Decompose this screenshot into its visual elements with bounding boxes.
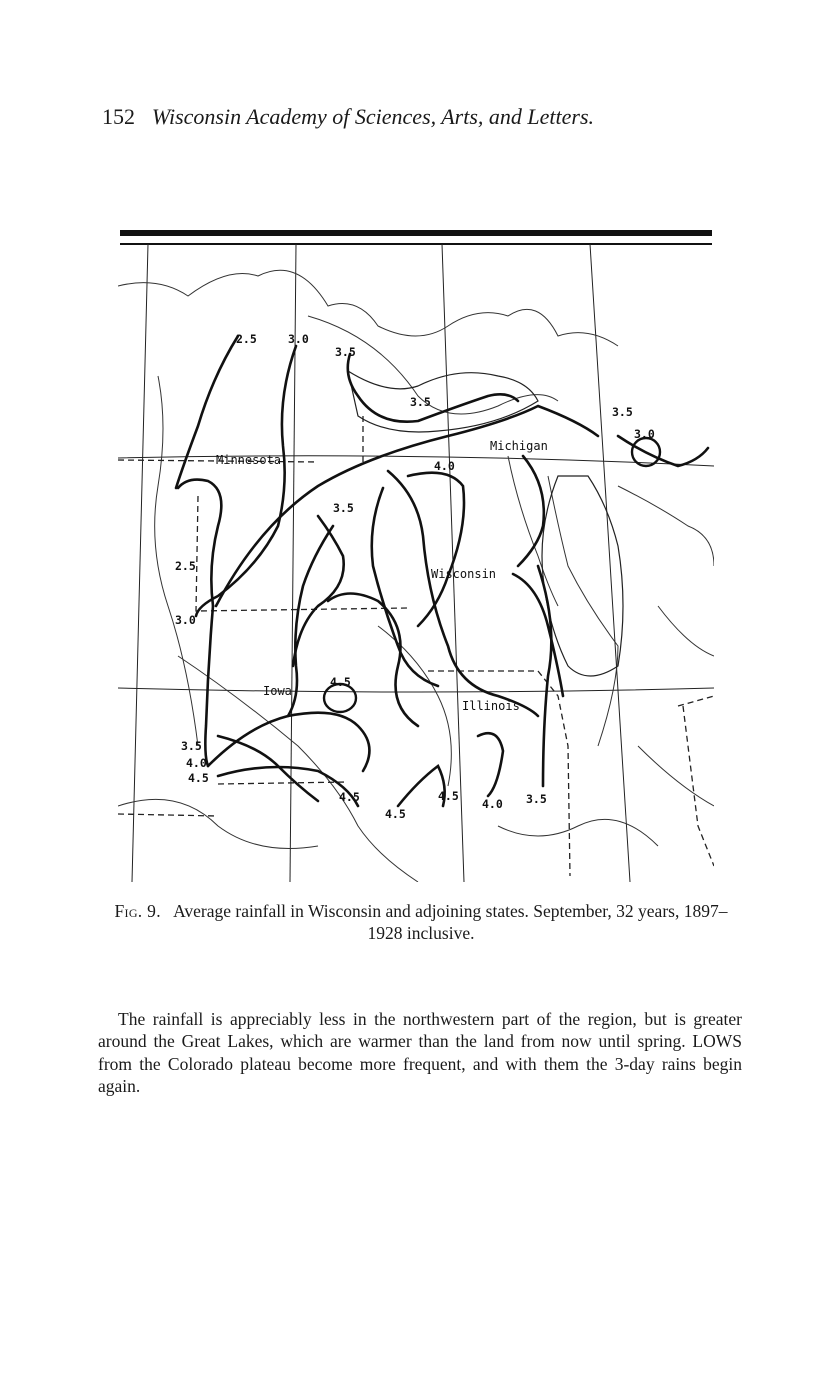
- isohyet-label: 3.0: [634, 427, 655, 441]
- isohyet-map: [118, 226, 714, 882]
- isohyet-label: 3.5: [333, 501, 354, 515]
- isohyet-label: 2.5: [175, 559, 196, 573]
- state-label-iowa: Iowa: [263, 684, 292, 698]
- isohyet-label: 4.5: [188, 771, 209, 785]
- isohyet-label: 3.5: [612, 405, 633, 419]
- running-title: Wisconsin Academy of Sciences, Arts, and Letters.: [151, 104, 595, 129]
- isohyet-label: 3.0: [288, 332, 309, 346]
- isohyet-label: 4.0: [434, 459, 455, 473]
- state-boundaries: [118, 416, 714, 876]
- isohyet-label: 3.5: [335, 345, 356, 359]
- isohyet-label: 3.5: [526, 792, 547, 806]
- figure-caption-text: Average rainfall in Wisconsin and adjoining states. September, 32 years, 1897–1928 inclusive.: [173, 901, 728, 943]
- isohyet-label: 2.5: [236, 332, 257, 346]
- great-lakes-outline: [348, 371, 623, 676]
- state-label-wisconsin: Wisconsin: [431, 567, 497, 581]
- page-number: 152: [102, 104, 135, 129]
- isohyet-label: 4.5: [438, 789, 459, 803]
- figure-label: Fig. 9.: [114, 901, 161, 921]
- isohyet-label: 3.5: [410, 395, 431, 409]
- isohyet-label: 4.0: [482, 797, 503, 811]
- isohyet-label: 4.5: [339, 790, 360, 804]
- figure-caption: [98, 900, 744, 944]
- isohyet-label: 3.5: [181, 739, 202, 753]
- rainfall-map-figure: [118, 226, 714, 882]
- isohyet-label: 4.0: [186, 756, 207, 770]
- body-paragraph: The rainfall is appreciably less in the northwestern part of the region, but is greater around the Great Lakes, which are warmer than the land from now until spring. LOWS from the Colorado plateau become more frequent, and with them the 3-day rains begin again.: [98, 1008, 742, 1096]
- map-top-border: [120, 230, 712, 236]
- state-label-minnesota: Minnesota: [216, 453, 282, 467]
- isohyet-label: 3.0: [175, 613, 196, 627]
- isohyet-label: 4.5: [330, 675, 351, 689]
- running-header: [102, 104, 742, 130]
- state-label-michigan: Michigan: [490, 439, 548, 453]
- isohyet-label: 4.5: [385, 807, 406, 821]
- state-label-illinois: Illinois: [462, 699, 520, 713]
